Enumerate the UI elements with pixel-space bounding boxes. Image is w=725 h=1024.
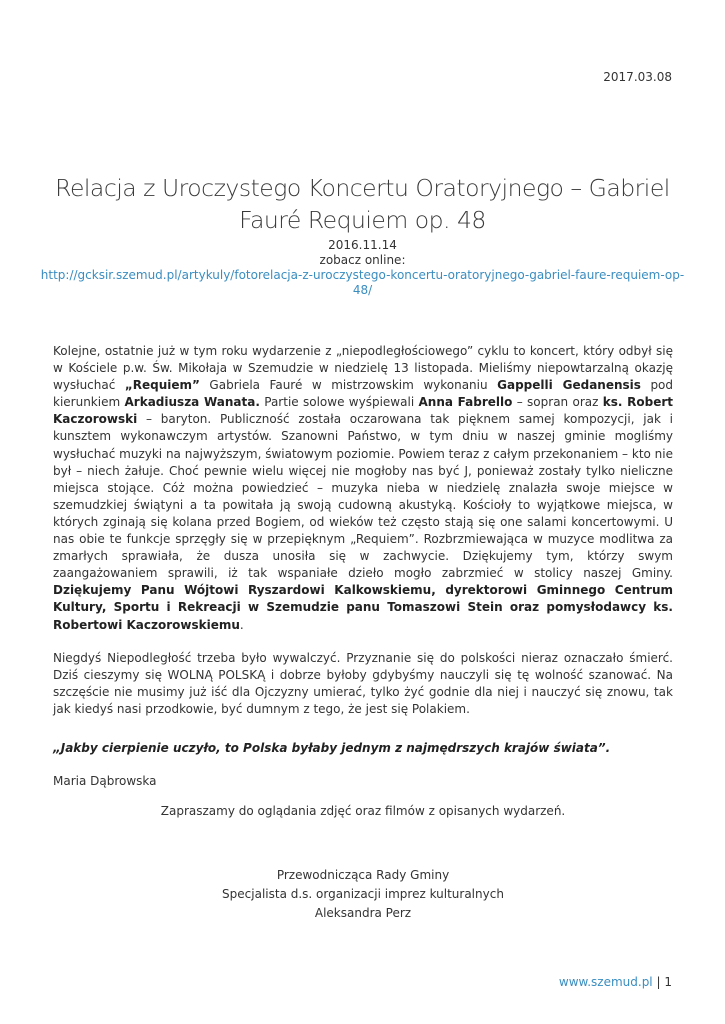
p1-bold-baritone: ks. Robert Kaczorowski [53,395,674,427]
article-meta [40,238,685,298]
page-number: 1 [664,975,672,989]
p1-text-3: pod kierunkiem [53,378,674,410]
paragraph-1 [53,343,673,634]
p1-bold-choir: Gappelli Gedanensis [497,378,641,393]
p1-text-2: Gabriela Fauré w mistrzowskim wykonaniu [199,378,498,393]
footer-site-link[interactable]: www.szemud.pl [558,975,653,989]
p1-bold-conductor: Arkadiusza Wanata. [124,395,260,410]
document-date: 2017.03.08 [603,70,672,84]
invitation-text: Zapraszamy do oglądania zdjęć oraz filmów z opisanych wydarzeń. [160,804,566,818]
signature-position: Specjalista d.s. organizacji imprez kulturalnych [222,887,504,901]
p1-bold-requiem: „Requiem” [124,378,200,393]
signature-block [53,866,673,923]
p1-text-4: Partie solowe wyśpiewali [259,395,419,410]
paragraph-2: Niegdyś Niepodległość trzeba było wywalczyć. Przyznanie się do polskości nieraz oznaczało śmierć. Dziś cieszymy się WOLNĄ POLSKĄ i dobrze byłoby gdybyśmy nauczyli się tę wolność szanować. Na szczęście nie musimy już iść dla Ojczyzny umierać, tylko żyć godnie dla niej i nauczyć się znowu, tak jak kiedyś nasi przodkowie, być dumnym z tego, że jest się Polakiem. [53,650,673,716]
p1-bold-thanks: Dziękujemy Panu Wójtowi Ryszardowi Kalkowskiemu, dyrektorowi Gminnego Centrum Kultury, Sportu i Rekreacji w Szemudzie panu Tomaszowi Stein oraz pomysłodawcy ks. Robertowi Kaczorowskiemu [53,583,673,632]
article-body [53,343,673,734]
footer-separator: | [656,975,661,989]
p1-text-6: – baryton. Publiczność została oczarowana tak pięknem samej kompozycji, jak i kunsztem wykonawczym artystów. Szanowni Państwo, w tym dniu w naszej gminie mogliśmy wysłuchać muzyki na najwyższym, światowym poziomie. Powiem teraz z całym przekonaniem – kto nie był – niech żałuje. Choć pewnie wielu więcej nie mogłoby nas być J, ponieważ zostały tylko nieliczne miejsca stojące. Cóż można powiedzieć – muzyka nieba w niedzielę znalazła swoje miejsce w szemudzkiej świątyni a ta powitała ją swoją cudowną akustyką. Kościoły to wyjątkowe miejsca, w których zginają się kolana przed Bogiem, od wieków też często stają się one salami koncertowymi. U nas obie te funkcje sprzęgły się w przepięknym „Requiem”. Rozbrzmiewająca w muzyce modlitwa za zmarłych sprawiała, że dusza unosiła się w zachwycie. Dziękujemy tym, którzy swym zaangażowaniem sprawili, iż tak wspaniałe dzieło mogło zabrzmieć w stolicy naszej Gminy. [53,412,673,581]
quote-author: Maria Dąbrowska [53,774,157,788]
article-link[interactable]: http://gcksir.szemud.pl/artykuly/fotorelacja-z-uroczystego-koncertu-oratoryjnego-gabriel-faure-requiem-op-48/ [40,268,685,297]
p1-text-7: . [239,617,244,632]
p1-text-5: – sopran oraz [512,395,603,410]
signature-role: Przewodnicząca Rady Gminy [276,868,450,882]
page-footer [559,975,672,989]
quote: „Jakby cierpienie uczyło, to Polska byłaby jednym z najmędrszych krajów świata”. [53,741,611,755]
signature-name: Aleksandra Perz [314,906,412,920]
article-date: 2016.11.14 [328,238,397,252]
p1-text-1: Kolejne, ostatnie już w tym roku wydarzenie z „niepodległościowego” cyklu to koncert, który odbył się w Kościele p.w. Św. Mikołaja w Szemudzie w niedzielę 13 listopada. Mieliśmy niepowtarzalną okazję wysłuchać [53,344,673,393]
p1-bold-soprano: Anna Fabrello [418,395,513,410]
article-title: Relacja z Uroczystego Koncertu Oratoryjnego – Gabriel Fauré Requiem op. 48 [55,174,670,234]
see-online-label: zobacz online: [319,253,406,267]
